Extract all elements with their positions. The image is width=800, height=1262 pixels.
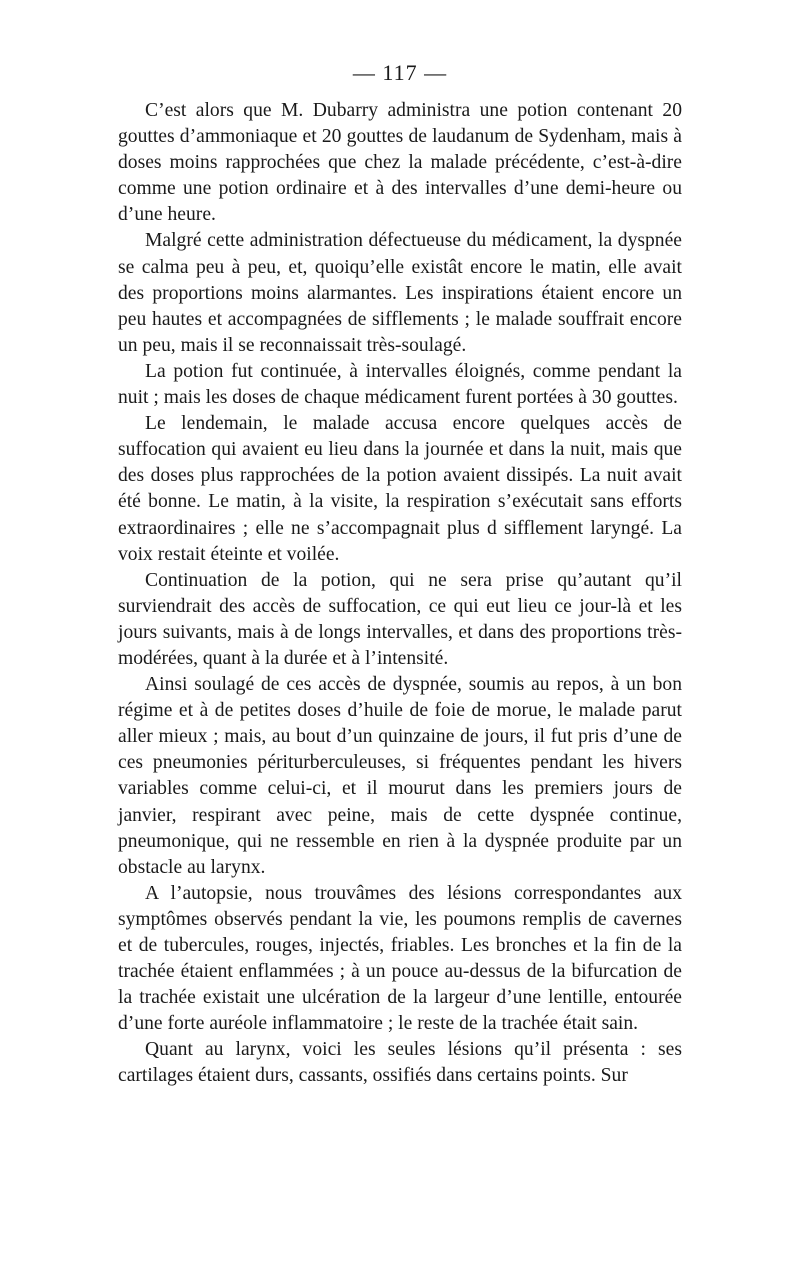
- page-number: — 117 —: [352, 60, 448, 85]
- paragraph: C’est alors que M. Dubarry administra une potion contenant 20 gouttes d’ammoniaque et 20 gouttes de laudanum de Sydenham, mais à doses moins rapprochées que chez la malade précédente, c’est-à-dire comme une potion ordinaire et à des intervalles d’une demi-heure ou d’une heure.: [118, 100, 682, 226]
- paragraph: Ainsi soulagé de ces accès de dyspnée, soumis au repos, à un bon régime et à de petites doses d’huile de foie de morue, le malade parut aller mieux ; mais, au bout d’un quinzaine de jours, il fut pris d’une de ces pneumonies périturberculeuses, si fréquentes pendant les hivers variables comme celui-ci, et il mourut dans les premiers jours de janvier, respirant avec peine, mais de cette dyspnée continue, pneumonique, qui ne ressemble en rien à la dyspnée produite par un obstacle au larynx.: [118, 674, 682, 878]
- paragraph: Le lendemain, le malade accusa encore quelques accès de suffocation qui avaient eu lieu dans la journée et dans la nuit, mais que des doses plus rapprochées de la potion avaient dissipés. La nuit avait été bonne. Le matin, à la visite, la respiration s’exécutait sans efforts extraordinaires ; elle ne s’accompagnait plus d sifflement laryngé. La voix restait éteinte et voilée.: [118, 413, 682, 565]
- paragraph: La potion fut continuée, à intervalles éloignés, comme pendant la nuit ; mais les doses de chaque médicament furent portées à 30 gouttes.: [118, 360, 682, 409]
- paragraph: Malgré cette administration défectueuse du médicament, la dyspnée se calma peu à peu, et, quoiqu’elle existât encore le matin, elle avait des proportions moins alarmantes. Les inspirations étaient encore un peu hautes et accompagnées de sifflements ; le malade souffrait encore un peu, mais il se reconnaissait très-soulagé.: [118, 230, 682, 356]
- body-text: [118, 98, 682, 1090]
- paragraph: Quant au larynx, voici les seules lésions qu’il présenta : ses cartilages étaient durs, cassants, ossifiés dans certains points. Sur: [118, 1039, 682, 1087]
- paragraph: Continuation de la potion, qui ne sera prise qu’autant qu’il surviendrait des accès de suffocation, ce qui eut lieu ce jour-là et les jours suivants, mais à de longs intervalles, et dans des proportions très-modérées, quant à la durée et à l’intensité.: [118, 569, 682, 669]
- paragraph: A l’autopsie, nous trouvâmes des lésions correspondantes aux symptômes observés pendant la vie, les poumons remplis de cavernes et de tubercules, rouges, injectés, friables. Les bronches et la fin de la trachée étaient enflammées ; à un pouce au-dessus de la bifurcation de la trachée existait une ulcération de la largeur d’une lentille, entourée d’une forte auréole inflammatoire ; le reste de la trachée était sain.: [118, 882, 682, 1035]
